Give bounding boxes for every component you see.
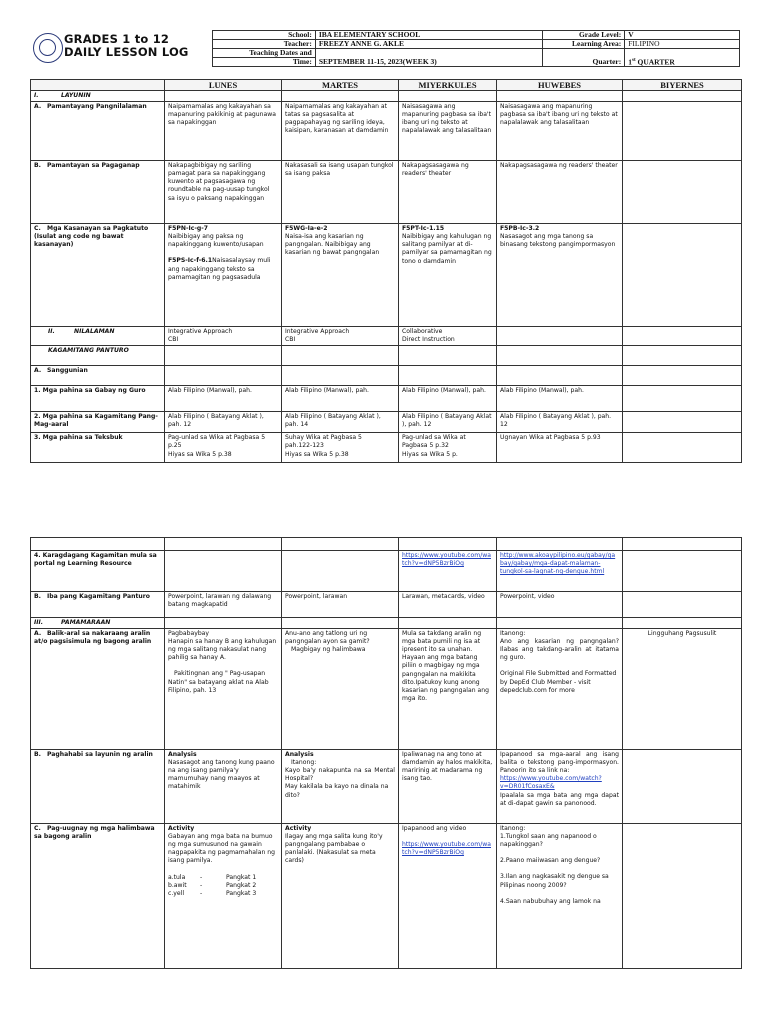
section-pamamaraan — [31, 618, 165, 629]
cell-r4-huwebes — [497, 551, 623, 592]
header-info-table — [212, 30, 740, 67]
textbook-line: pah.122-123 — [285, 442, 324, 450]
grade-level-value: V — [625, 31, 740, 40]
cell-balik-aral-huwebes — [497, 629, 623, 750]
cell-a-biyernes — [623, 102, 742, 161]
textbook-line: Pag-unlad sa Wika at Pagbasa 5 p.32 — [402, 434, 466, 450]
quarter-suffix: st — [632, 57, 636, 63]
approach: Direct Instruction — [402, 336, 455, 344]
cell-balik-aral-biyernes: Lingguhang Pagsusulit — [623, 629, 742, 750]
cell-r1-biyernes — [623, 386, 742, 412]
cell-paghahabi-biyernes — [623, 750, 742, 824]
cell-ii-lunes — [165, 327, 282, 346]
section-title: PAMAMARAAN — [61, 619, 111, 626]
textbook-line: Hiyas sa Wika 5 p. — [402, 450, 458, 458]
approach: CBI — [285, 336, 296, 344]
cell-pag-uugnay-biyernes — [623, 824, 742, 969]
approach: Collaborative — [402, 328, 443, 336]
cell-r3-lunes — [165, 433, 282, 463]
cell-r1-martes: Alab Filipino (Manwal), pah. — [282, 386, 399, 412]
activity-text: Itanong: — [500, 630, 526, 638]
youtube-link[interactable]: https://www.youtube.com/watch?v=dNP5BzrBiOg — [402, 552, 491, 568]
textbook-line: p.25 — [168, 442, 182, 450]
row-label-gabay-ng-guro: 1. Mga pahina sa Gabay ng Guro — [31, 386, 165, 412]
activity-text: Ipapanood sa mga-aaral ang isang balita o tekstong pang-impormasyon. Panoorin ito sa link na: — [500, 751, 619, 775]
cell-c-huwebes — [497, 224, 623, 327]
activity-text: Gabayan ang mga bata na bumuo ng mga sumusunod na gawain nagpapakita ng pagmamahalan ng isang pamilya. — [168, 833, 275, 865]
row-letter: A. — [34, 367, 42, 375]
question: 2.Paano maiiwasan ang dengue? — [500, 857, 601, 865]
activity-heading: Analysis — [285, 751, 314, 759]
competency-text: Nasasagot ang mga tanong sa binasang tekstong pangimpormasyon — [500, 233, 616, 249]
cell-pag-uugnay-miyerkules — [399, 824, 497, 969]
cell-a-miyerkules: Naisasagawa ang mapanuring pagbasa sa iba't ibang uri ng teksto at napalalawak ang talasalitaan — [399, 102, 497, 161]
competency-text: Naibibigay ang kahulugan ng salitang pamilyar at di-pamilyar sa pamamagitan ng tono o damdamin — [402, 233, 492, 265]
day-header-lunes: LUNES — [165, 80, 282, 91]
competency-code-2: F5PS-Ic-f-6.1 — [168, 257, 213, 265]
teaching-dates-value: SEPTEMBER 11-15, 2023(WEEK 3) — [315, 49, 543, 67]
cell-iba-biyernes — [623, 592, 742, 618]
cell-r1-miyerkules: Alab Filipino (Manwal), pah. — [399, 386, 497, 412]
cell-c-miyerkules — [399, 224, 497, 327]
quarter-number: 1 — [628, 57, 632, 66]
row-title: Pamantayan sa Pagaganap — [47, 162, 140, 170]
cell-paghahabi-huwebes — [497, 750, 623, 824]
cell-a-martes: Naipamamalas ang kakayahan at tatas sa pagsasalita at pagpapahayag ng sariling ideya, kaisipan, karanasan at damdamin — [282, 102, 399, 161]
day-header-martes: MARTES — [282, 80, 399, 91]
cell-r4-miyerkules — [399, 551, 497, 592]
grade-level-label: Grade Level: — [543, 31, 625, 40]
lesson-table-part-2 — [30, 537, 742, 969]
section-number: II. — [48, 328, 55, 336]
group-item: b.awit - Pangkat 2 — [168, 881, 257, 889]
cell-iba-huwebes: Powerpoint, video — [497, 592, 623, 618]
activity-text: Ipapanood ang video — [402, 825, 467, 833]
cell-a-huwebes: Naisasagawa ang mapanuring pagbasa sa iba't ibang uri ng teksto at napalalawak ang talasalitaan — [497, 102, 623, 161]
cell-c-martes — [282, 224, 399, 327]
cell-ii-martes — [282, 327, 399, 346]
activity-heading: Activity — [168, 825, 195, 833]
question: 4.Saan nabubuhay ang lamok na — [500, 897, 601, 905]
section-title: NILALAMAN — [74, 328, 115, 336]
approach: Integrative Approach — [285, 328, 350, 336]
activity-heading: Activity — [285, 825, 312, 833]
title-line-1: GRADES 1 to 12 — [64, 32, 170, 46]
section-layunin — [31, 91, 165, 102]
cell-balik-aral-miyerkules: Mula sa takdang aralin ng mga bata pumili ng isa at ipresent ito sa unahan. Hayaan ang mga batang piliin o magbigay ng mga pangngalan na makikita dito.Ipatukoy kung anong kasarian ng pangngalan ang mga ito. — [399, 629, 497, 750]
cell-r3-miyerkules — [399, 433, 497, 463]
learning-area-label: Learning Area: — [543, 40, 625, 49]
cell-r2-lunes: Alab Filipino ( Batayang Aklat ), pah. 12 — [165, 412, 282, 433]
row-label-pamantayang-pangnilalaman — [31, 102, 165, 161]
cell-b-huwebes: Nakapagsasagawa ng readers' theater — [497, 161, 623, 224]
row-label-teksbuk: 3. Mga pahina sa Teksbuk — [31, 433, 165, 463]
group-item: a.tula - Pangkat 1 — [168, 873, 257, 881]
cell-b-lunes: Nakapagbibigay ng sariling pamagat para sa napakinggang kuwento at pagsasagawa ng roundtable na pag-uusap tungkol sa isyu o paksang napakinggan — [165, 161, 282, 224]
row-title: Pag-uugnay ng mga halimbawa sa bagong aralin — [34, 825, 155, 841]
approach: CBI — [168, 336, 179, 344]
textbook-line: Suhay Wika at Pagbasa 5 — [285, 434, 362, 442]
cell-ii-biyernes — [623, 327, 742, 346]
row-label-sanggunian — [31, 366, 165, 386]
activity-text: Ipaalala sa mga bata ang mga dapat at di-dapat gawin sa panonood. — [500, 791, 619, 807]
teaching-dates-label-2: Time: — [213, 58, 316, 67]
cell-iba-lunes: Powerpoint, larawan ng dalawang batang magkapatid — [165, 592, 282, 618]
row-title: Pamantayang Pangnilalaman — [47, 103, 147, 111]
cell-r3-martes — [282, 433, 399, 463]
row-title: Paghahabi sa layunin ng aralin — [47, 751, 153, 759]
row-label-pag-uugnay — [31, 824, 165, 969]
competency-code: F5PN-Ic-g-7 — [168, 225, 209, 233]
corner-header — [31, 80, 165, 91]
activity-text: Pakitingnan ang " Pag-usapan Natin" sa batayang aklat na Alab Filipino, pah. 13 — [168, 670, 269, 694]
activity-text: Itanong: — [500, 825, 526, 833]
competency-text: Naibibigay ang paksa ng napakinggang kuwento/usapan — [168, 233, 264, 249]
competency-code: F5PT-Ic-1.15 — [402, 225, 445, 233]
row-letter: A. — [34, 103, 42, 111]
day-header-huwebes: HUWEBES — [497, 80, 623, 91]
approach: Integrative Approach — [168, 328, 233, 336]
group-item: c.yell - Pangkat 3 — [168, 889, 257, 897]
activity-text: Anu-ano ang tatlong uri ng pangngalan ayon sa gamit? — [285, 630, 370, 646]
cell-paghahabi-miyerkules: Ipaliwanag na ang tono at damdamin ay halos makikita, maririnig at madarama ng isang tao. — [399, 750, 497, 824]
question: 3.Ilan ang nagkasakit ng dengue sa Pilipinas noong 2009? — [500, 873, 609, 889]
cell-c-biyernes — [623, 224, 742, 327]
cell-ii-miyerkules — [399, 327, 497, 346]
deped-seal-icon — [33, 33, 63, 63]
row-label-iba-pang-kagamitan — [31, 592, 165, 618]
youtube-news-link[interactable]: https://www.youtube.com/watch?v=DR01fCosaxE& — [500, 775, 602, 791]
cell-iba-miyerkules: Larawan, metacards, video — [399, 592, 497, 618]
quarter-value — [625, 49, 740, 67]
school-value: IBA ELEMENTARY SCHOOL — [315, 31, 543, 40]
cell-pag-uugnay-martes — [282, 824, 399, 969]
cell-r2-biyernes — [623, 412, 742, 433]
activity-text: Magbigay ng halimbawa — [291, 646, 366, 654]
row-label-karagdagang-kagamitan: 4. Karagdagang Kagamitan mula sa portal ng Learning Resource — [31, 551, 165, 592]
activity-text: Nasasagot ang tanong kung paano na ang isang pamilya'y mamumuhay nang maayos at matahimik — [168, 759, 275, 791]
activity-text: Ilagay ang mga salita kung ito'y pangngalang pambabae o panlalaki. (Nakasulat sa meta cards) — [285, 833, 383, 865]
cell-r3-huwebes — [497, 433, 623, 463]
dengue-article-link[interactable]: http://www.akoaypilipino.eu/gabay/gabay/gabay/mga-dapat-malaman-tungkol-sa-lagnat-ng-dengue.html — [500, 552, 616, 576]
activity-text: Hanapin sa hanay B ang kahulugan ng mga salitang nakasulat nang pahilig sa hanay A. — [168, 638, 277, 662]
cell-ii-huwebes — [497, 327, 623, 346]
textbook-line: Hiyas sa Wika 5 p.38 — [168, 450, 232, 458]
cell-b-martes: Nakasasali sa isang usapan tungkol sa isang paksa — [282, 161, 399, 224]
cell-pag-uugnay-lunes — [165, 824, 282, 969]
section-nilalaman — [31, 327, 165, 346]
row-title: Mga Kasanayan sa Pagkatuto (Isulat ang code ng bawat kasanayan) — [34, 225, 149, 249]
cell-iba-martes: Powerpoint, larawan — [282, 592, 399, 618]
row-title: Sanggunian — [47, 367, 88, 375]
competency-code: F5PB-Ic-3.2 — [500, 225, 540, 233]
cell-c-lunes — [165, 224, 282, 327]
group-list — [168, 874, 278, 898]
document-title — [64, 33, 189, 59]
row-label-pamantayan-sa-pagaganap — [31, 161, 165, 224]
source-note: Original File Submitted and Formatted by DepEd Club Member - visit depedclub.com for more — [500, 670, 617, 694]
section-number: III. — [34, 619, 44, 626]
cell-paghahabi-martes — [282, 750, 399, 824]
cell-r2-miyerkules: Alab Filipino ( Batayang Aklat ), pah. 12 — [399, 412, 497, 433]
cell-r4-biyernes — [623, 551, 742, 592]
day-header-biyernes: BIYERNES — [623, 80, 742, 91]
activity-text: Itanong: — [291, 759, 317, 767]
section-kagamitang-panturo: KAGAMITANG PANTURO — [31, 346, 165, 366]
teacher-label: Teacher: — [213, 40, 316, 49]
activity-text: May kakilala ba kayo na dinala na dito? — [285, 783, 389, 799]
cell-balik-aral-lunes — [165, 629, 282, 750]
textbook-line: Pag-unlad sa Wika at Pagbasa 5 — [168, 434, 266, 442]
cell-paghahabi-lunes — [165, 750, 282, 824]
section-title: LAYUNIN — [61, 92, 91, 100]
cell-r1-lunes: Alab Filipino (Manwal), pah. — [165, 386, 282, 412]
activity-text: Ano ang kasarian ng pangngalan? Ilabas ang takdang-aralin at itatama ng guro. — [500, 638, 619, 662]
section-number: I. — [34, 92, 39, 100]
teaching-dates-label-1: Teaching Dates and — [213, 49, 316, 58]
title-line-2: DAILY LESSON LOG — [64, 45, 189, 59]
cell-r1-huwebes: Alab Filipino (Manwal), pah. — [497, 386, 623, 412]
quarter-text: QUARTER — [635, 57, 675, 66]
question: 1.Tungkol saan ang napanood o napakinggan? — [500, 833, 597, 849]
row-letter: B. — [34, 751, 41, 759]
cell-b-biyernes — [623, 161, 742, 224]
cell-r2-huwebes: Alab Filipino ( Batayang Aklat ), pah. 12 — [497, 412, 623, 433]
day-header-miyerkules: MIYERKULES — [399, 80, 497, 91]
cell-balik-aral-martes — [282, 629, 399, 750]
row-label-kagamitang-pang-mag-aaral: 2. Mga pahina sa Kagamitang Pang-Mag-aaral — [31, 412, 165, 433]
youtube-link[interactable]: https://www.youtube.com/watch?v=dNP5BzrBiOg — [402, 841, 491, 857]
cell-a-lunes: Naipamamalas ang kakayahan sa mapanuring pakikinig at pagunawa sa napakinggan — [165, 102, 282, 161]
competency-text: Naisa-isa ang kasarian ng pangngalan. Naibibigay ang kasarian ng bawat pangngalan — [285, 233, 380, 257]
row-label-paghahabi — [31, 750, 165, 824]
school-label: School: — [213, 31, 316, 40]
textbook-line: Hiyas sa Wika 5 p.38 — [285, 450, 349, 458]
activity-title: Pagbabaybay — [168, 630, 210, 638]
cell-r3-biyernes — [623, 433, 742, 463]
row-letter: B. — [34, 593, 41, 600]
row-label-balik-aral — [31, 629, 165, 750]
row-label-mga-kasanayan — [31, 224, 165, 327]
teacher-value: FREEZY ANNE G. AKLE — [315, 40, 543, 49]
textbook-line: Ugnayan Wika at Pagbasa 5 p.93 — [500, 434, 601, 442]
row-title: Balik-aral sa nakaraang aralin at/o pagsisimula ng bagong aralin — [34, 630, 152, 646]
row-title: Iba pang Kagamitang Panturo — [47, 593, 150, 600]
quarter-label: Quarter: — [543, 49, 625, 67]
cell-r2-martes: Alab Filipino ( Batayang Aklat ), pah. 14 — [282, 412, 399, 433]
cell-pag-uugnay-huwebes — [497, 824, 623, 969]
activity-text: Kayo ba'y nakapunta na sa Mental Hospital? — [285, 767, 395, 783]
competency-text-2: Naisasalaysay muli ang napakinggang teksto sa pamamagitan ng pagsasadula — [168, 257, 271, 281]
row-letter: B. — [34, 162, 41, 170]
cell-r4-martes — [282, 551, 399, 592]
competency-code: F5WG-Ia-e-2 — [285, 225, 328, 233]
learning-area-value: FILIPINO — [625, 40, 740, 49]
cell-b-miyerkules: Nakapagsasagawa ng readers' theater — [399, 161, 497, 224]
row-letter: C. — [34, 225, 41, 233]
cell-r4-lunes — [165, 551, 282, 592]
row-letter: A. — [34, 630, 42, 638]
activity-heading: Analysis — [168, 751, 197, 759]
lesson-table-part-1 — [30, 79, 742, 463]
row-letter: C. — [34, 825, 41, 833]
